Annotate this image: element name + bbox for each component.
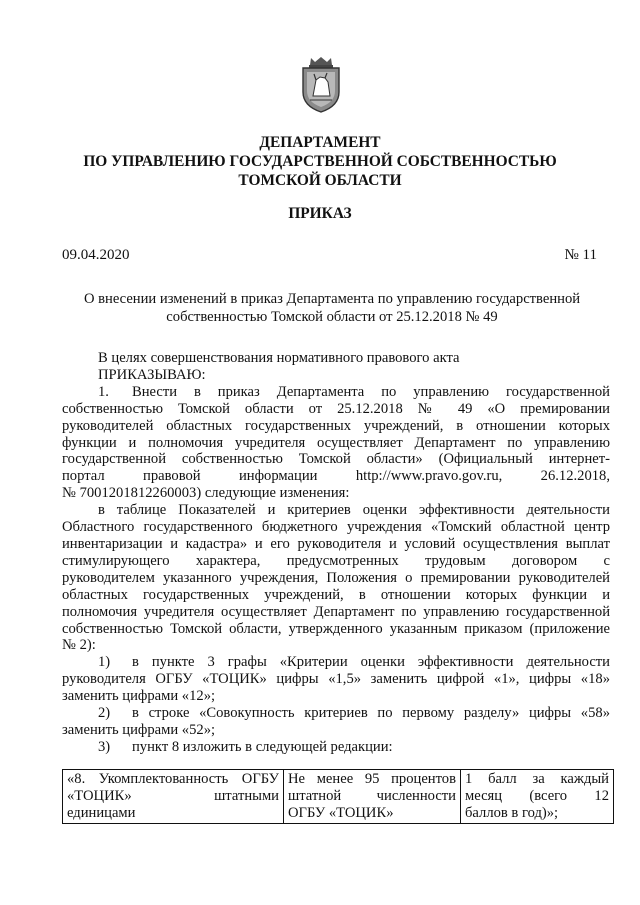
org-line-3: ТОМСКОЙ ОБЛАСТИ: [238, 172, 402, 189]
subclause-2-line: заменить цифрами «52»;: [62, 721, 216, 738]
document-body: [62, 350, 610, 756]
table-amendment-line: собственностью Томской области, утвержденного указанным приказом (приложение: [62, 620, 610, 637]
subclause-3-line: 3) пункт 8 изложить в следующей редакции:: [98, 738, 393, 755]
subclause-2-line: 2) в строке «Совокупность критериев по первому разделу» цифры «58»: [98, 705, 610, 722]
subject-line-2: собственностью Томской области от 25.12.2018 № 49: [166, 308, 498, 325]
clause-1-number: 1.: [98, 383, 109, 400]
subclause-1-number: 1): [98, 654, 111, 671]
organization-name: [40, 133, 600, 190]
subclause-1-line: руководителя ОГБУ «ТОЦИК» цифры «1,5» заменить цифрой «1», цифры «18»: [62, 671, 610, 688]
subclause-2-number: 2): [98, 705, 111, 722]
table-amendment-line: областных государственных учреждений, в отношении которых функции и: [62, 586, 610, 603]
subject-line-1: О внесении изменений в приказ Департамента по управлению государственной: [83, 291, 581, 307]
indicator-cell: «8. Укомплектованность ОГБУ «ТОЦИК» штатными единицами: [63, 770, 284, 824]
table-amendment-line: инвентаризации и кадастра» и его руководителя и условий осуществления выплат: [62, 535, 610, 552]
amended-item-table: [62, 769, 614, 824]
table-amendment-line: полномочия учредителя осуществляет Департамент по управлению государственной: [62, 603, 610, 620]
score-cell: 1 балл за каждый месяц (всего 12 баллов в год)»;: [461, 770, 614, 824]
criterion-cell: Не менее 95 процентов штатной численности ОГБУ «ТОЦИК»: [284, 770, 461, 824]
table-amendment-line: стимулирующего характера, предусмотренных трудовым договором с: [62, 552, 610, 569]
clause-1-line: государственной собственностью Томской области» (Официальный интернет-: [62, 451, 610, 468]
clause-1-line: 1. Внести в приказ Департамента по управлению государственной: [98, 383, 610, 400]
tomsk-coat-of-arms-icon: [301, 56, 341, 113]
table-amendment-line: Областного государственного бюджетного учреждения «Томский областной центр: [62, 519, 610, 536]
document-date: 09.04.2020: [62, 247, 130, 263]
table-amendment-line: № 2):: [62, 637, 96, 654]
clause-1-line: руководителей областных государственных учреждений, в отношении которых: [62, 417, 610, 434]
subclause-3-number: 3): [98, 738, 111, 755]
clause-1-line: собственностью Томской области от 25.12.2018 № 49 «О премировании: [62, 400, 610, 417]
org-line-1: ДЕПАРТАМЕНТ: [259, 134, 381, 151]
clause-1-line: № 7001201812260003) следующие изменения:: [62, 485, 350, 502]
document-number: № 11: [564, 247, 597, 263]
subclause-1-line: заменить цифрами «12»;: [62, 688, 216, 705]
org-line-2: ПО УПРАВЛЕНИЮ ГОСУДАРСТВЕННОЙ СОБСТВЕННОСТЬЮ: [83, 153, 557, 170]
clause-1-line: портал правовой информации http://www.pravo.gov.ru, 26.12.2018,: [62, 468, 610, 485]
subclause-1-line: 1) в пункте 3 графы «Критерии оценки эффективности деятельности: [98, 654, 610, 671]
document-type: ПРИКАЗ: [288, 205, 352, 222]
preamble: В целях совершенствования нормативного правового акта: [98, 350, 460, 366]
table-row: [63, 770, 614, 824]
clause-1-line: функции и полномочия учредителя осуществляет Департамент по управлению: [62, 434, 610, 451]
table-amendment-line: руководителем указанного учреждения, Положения о премировании руководителей: [62, 569, 610, 586]
document-subject: [62, 291, 602, 326]
order-word: ПРИКАЗЫВАЮ:: [98, 366, 206, 383]
table-amendment-line: в таблице Показателей и критериев оценки эффективности деятельности: [98, 502, 610, 519]
